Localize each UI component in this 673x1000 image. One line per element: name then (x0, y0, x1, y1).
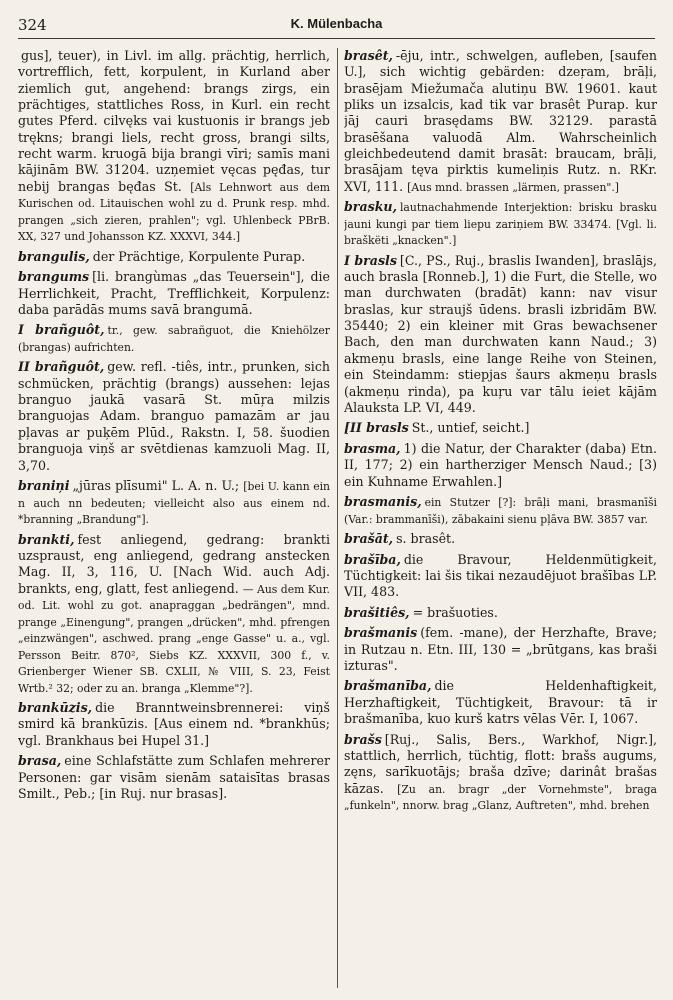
dictionary-entry (18, 48, 330, 245)
dictionary-entry (18, 478, 330, 528)
dictionary-entry (344, 625, 657, 674)
dictionary-entry (344, 253, 657, 417)
entry-etymology: [Als Lehnwort aus dem Kurischen od. Litauischen wohl zu d. Prunk resp. mhd. prangen „sich zieren, prahlen"; vgl. Uhlenbeck PBrB. XX, 327 und Johansson KZ. XXXVI, 344.] (18, 180, 330, 244)
entry-definition: der Prächtige, Korpulente Purap. (92, 248, 306, 264)
dictionary-entry (18, 532, 330, 697)
entry-lemma: brangums (18, 269, 90, 285)
entry-lemma: brašmanis (344, 625, 418, 641)
entry-definition: [C., PS., Ruj., braslis Iwanden], braslājs, auch brasla [Ronneb.], 1) die Furt, die Stelle, wo man durchwaten (bradāt) kann: nav visur braslas, kur straujš ūdens. brasli izbridām BW. 35440; 2) ein kleiner mit Gras bewachsener Bach, den man durchwaten kann Naud.; 3) akmeņu brasls, eine lange Reihe von Steinen, ein Steindamm: stiepjas šaurs akmeņu brasls (akmeņu rinda), pa kuŗu var tālu ieiet kājām Alauksta LP. VI, 449. (344, 252, 657, 415)
entry-definition: St., untief, seicht.] (411, 420, 530, 436)
entry-lemma: brankti, (18, 531, 75, 547)
entry-etymology: lautnachahmende Interjektion: brisku brasku jauni kungi par tiem liepu zariņiem BW. 33474. [Vgl. li. braškëti „knacken".] (344, 201, 657, 248)
dictionary-entry (344, 605, 657, 622)
dictionary-entry (344, 420, 657, 437)
left-column (18, 48, 330, 992)
right-column (344, 48, 657, 992)
entry-definition: fest anliegend, gedrang: brankti uzspraust, eng anliegend, gedrang anstecken Mag. II, 3, 116, U. [Nach Wid. auch Adj. brankts, eng, glatt, fest anliegend. (18, 531, 330, 596)
entry-lemma: brašība, (344, 551, 401, 567)
dictionary-entry (344, 678, 657, 727)
entry-definition: = brašuoties. (412, 604, 498, 620)
entry-lemma: I brañguôt, (18, 322, 105, 338)
dictionary-entry (18, 700, 330, 749)
dictionary-entry (344, 199, 657, 249)
entry-lemma: brasêt, (344, 48, 393, 63)
entry-etymology: tr., gew. sabrañguot, die Kniehölzer (brangas) aufrichten. (18, 324, 330, 354)
column-divider (337, 48, 338, 988)
entry-lemma: brašitiês, (344, 604, 410, 620)
entry-lemma: brasma, (344, 440, 401, 456)
running-title: K. Mülenbacha (290, 16, 383, 31)
entry-definition: [Ruj., Salis, Bers., Warkhof, Nigr.], stattlich, herrlich, tüchtig, flott: brašs augums, zęns, sarīkuotājs; braša dzīve; darinât brašas kāzas. (344, 731, 657, 796)
entry-lemma: I brasls (344, 252, 397, 268)
entry-definition: die Bravour, Heldenmütigkeit, Tüchtigkeit: lai šis tikai nezaudējuot brašības LP. VII, 483. (344, 551, 657, 600)
dictionary-entry (18, 359, 330, 474)
entry-definition: s. brasêt. (396, 531, 456, 547)
entry-definition: [li. brangùmas „das Teuersein"], die Herrlichkeit, Pracht, Trefflichkeit, Korpulenz: daba parādās mums savā brangumā. (18, 269, 330, 317)
entry-lemma: brangulis, (18, 248, 90, 264)
entry-lemma: braniņi (18, 478, 70, 493)
entry-etymology: — Aus dem Kur. od. Lit. wohl zu got. anapraggan „bedrängen", mnd. prange „Einengung", prangen „drücken", mhd. pfrengen „einzwängen", aschwed. prang „enge Gasse" u. a., vgl. Persson Beitr. 870², Siebs KZ. XXXVII, 300 f., v. Grienberger Wiener SB. CXLII, № VIII, S. 23, Feist Wrtb.² 32; oder zu an. branga „Klemme"?]. (18, 582, 330, 695)
page-number: 324 (18, 16, 47, 34)
entry-definition: die Branntweinsbrennerei: viņš smird kā brankūzis. [Aus einem nd. *brankhūs; vgl. Brankhaus bei Hupel 31.] (18, 700, 330, 748)
entry-lemma: brasmanis, (344, 494, 422, 510)
entry-etymology: [Aus mnd. brassen „lärmen, prassen".] (407, 180, 620, 194)
dictionary-entry (344, 48, 657, 195)
dictionary-entry (344, 531, 657, 548)
entry-lemma: brašāt, (344, 531, 394, 547)
entry-definition: (fem. -mane), der Herzhafte, Brave; in Rutzau n. Etn. III, 130 = „brūtgans, kas braši izturas". (344, 625, 657, 673)
entry-lemma: brasku, (344, 199, 397, 215)
entry-etymology: [bei U. kann ein n auch nn bedeuten; vielleicht also aus einem nd. *branning „Brandung"]. (18, 480, 330, 526)
dictionary-entry (344, 732, 657, 814)
dictionary-entry (18, 322, 330, 355)
dictionary-entry (344, 494, 657, 527)
entry-definition: gew. refl. -tiês, intr., prunken, sich schmücken, prächtig (brangs) aussehen: lejas branguo jaukā vasarā St. mūŗa milzis branguojas Adam. branguo pamazām ar jau pļavas ar puķēm Plūd., Rakstn. I, 58. šuodien branguoja viņš ar svētdienas kamzuoli Mag. II, 3,70. (18, 359, 330, 473)
dictionary-entry (18, 269, 330, 318)
entry-etymology: [Zu an. bragr „der Vornehmste", braga „funkeln", nnorw. brag „Glanz, Auftreten", mhd. brehen (344, 782, 657, 813)
dictionary-entry (18, 753, 330, 802)
entry-lemma: brašs (344, 731, 382, 747)
entry-definition: 1) die Natur, der Charakter (daba) Etn. II, 177; 2) ein hartherziger Mensch Naud.; [3) ein Kuhname Erwahlen.] (344, 440, 657, 489)
entry-definition: -ēju, intr., schwelgen, aufleben, [saufen U.], sich wichtig gebärden: dzeŗam, brāļi, brasējam Miežumača alutiņu BW. 19601. kaut pliks un izsalcis, kad tik var brasêt Purap. kur jāj cauri brasędams BW. 32129. parastā brasēšana valuodā Alm. Wahrscheinlich gleichbedeutend damit brasāt: braucam, brāļi, brasājam tęva pirktis kumeliņis Rutz. n. RKr. XVI, 111. (344, 48, 657, 194)
entry-definition: gus], teuer), in Livl. im allg. prächtig, herrlich, vortrefflich, fett, korpulent, in Kurland aber ziemlich gut, angehend: brangs zirgs, ein prächtiges, stattliches Ross, in Kurl. ein recht gutes Pferd. cilvęks vai kustuonis ir brangs jeb trękns; brangi liels, recht gross, brangi silts, recht warm. kruogā bija brangi vīri; samīs mani kājinām BW. 31204. uzņemiet vęcas pęđas, tur nebij brangas bęđas St. (18, 48, 330, 194)
entry-definition: „jūras plīsumi" L. A. n. U.; (72, 478, 240, 493)
dictionary-entry (18, 249, 330, 266)
entry-definition: eine Schlafstätte zum Schlafen mehrerer Personen: gar visām sienām sataisītas brasas Smilt., Peb.; [in Ruj. nur brasas]. (18, 753, 330, 801)
entry-lemma: brašmanība, (344, 678, 432, 694)
dictionary-entry (344, 552, 657, 601)
page-header (18, 12, 655, 39)
entry-etymology: ein Stutzer [?]: brāļi mani, brasmanīši (Var.: brammanīši), zābakaini sienu pļāva BW. 3857 var. (344, 496, 657, 526)
entry-lemma: brasa, (18, 753, 62, 769)
entry-lemma: brankūzis, (18, 700, 93, 716)
entry-lemma: II brañguôt, (18, 359, 105, 375)
entry-definition: die Heldenhaftigkeit, Herzhaftigkeit, Tüchtigkeit, Bravour: tā ir brašmanība, kuo kurš katrs vēlas Vēr. I, 1067. (344, 678, 657, 727)
entry-lemma: [II brasls (344, 420, 409, 436)
dictionary-entry (344, 441, 657, 490)
